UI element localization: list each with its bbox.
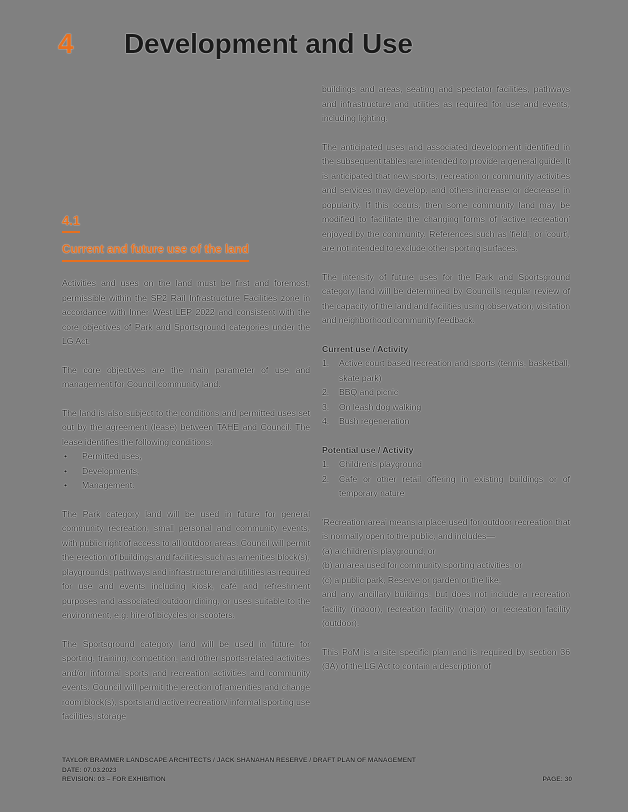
current-use-heading: Current use / Activity [322,343,409,354]
paragraph-permissible-activities: Activities and uses on the land must be first and foremost, permissible within the SP2 Rail Infrastructure Facilities zone in accordance with Inner West LEP 2022 and consistent with the core objectives of Park and Sportsground categories under the LG Act. [62,278,310,346]
list-item: (b) an area used for community sporting activities, or [322,560,523,570]
list-item: (a) a children's playground, or [322,545,436,556]
page-footer [62,756,572,785]
paragraph-sportsground-category: The Sportsground category land will be used in future for sporting, training, competition, and other sports-related activities and/or informal sports and recreation activities and community events. Council will permit the erection of amenities and change room block(s), sports and active recreation/ informal sporting use facilities, storage [62,638,310,721]
left-column [62,214,310,738]
potential-use-list [322,457,570,501]
paragraph-continuation: buildings and areas, seating and spectator facilities, pathways and infrastructure and utilities as required for use and events, including lighting. [322,84,570,123]
chapter-number: 4 [58,28,74,59]
current-use-list [322,356,570,429]
page-number: PAGE: 30 [542,776,572,783]
definition-closing: and any ancillary buildings, but does not include a recreation facility (indoor), recreation facility (major) or recreation facility (outdoor). [322,589,570,628]
potential-use-heading: Potential use / Activity [322,444,414,455]
paragraph-core-objectives: The core objectives are the main parameter of use and management for Council community land. [62,364,310,389]
conditions-list [62,449,310,493]
list-item: 4. Bush regeneration [322,416,410,426]
paragraph-anticipated-uses: The anticipated uses and associated development identified in the subsequent tables are intended to provide a general guide. It is anticipated that new sports, recreation or community activities and services may develop, and others increase or decrease in popularity. If this occurs, then some community land may be modified to facilitate the changing forms of 'active recreation' enjoyed by the community. References such as 'field', or 'court', are not intended to exclude other sporting surfaces. [322,141,570,253]
list-item: • Developments, [62,464,310,479]
section-number: 4.1 [62,214,80,233]
paragraph-lease-conditions: The land is also subject to the conditions and permitted uses set out by the agreement (lease) between TAHE and Council. The lease identifies the following conditions: [62,407,310,447]
list-item: 2. BBQ and picnic [322,387,399,397]
footer-revision: REVISION: 03 – FOR EXHIBITION [62,776,166,783]
list-item: • Permitted uses, [62,449,310,464]
paragraph-intensity: The intensity of future uses for the Park and Sportsground category land will be determined by Council's regular review of the capacity of the land and facilities using observation, visitation and neighborhood community feedback. [322,271,570,325]
definition-intro: 'Recreation area' means a place used for outdoor recreation that is normally open to the public, and includes— [322,516,570,541]
list-item: 3. On leash dog walking [322,401,422,412]
paragraph-pom: This PoM is a site specific plan and is required by section 36 (3A) of the LG Act to contain a description of [322,646,570,671]
paragraph-park-category: The Park category land will be used in future for general community recreation, small personal and community events, with public right of access to all outdoor areas. Council will permit the erection of buildings and facilities such as amenities block(s), playgrounds, pathways and infrastructure and utilities as required for use and events including kiosk, café and refreshment purposes and associated outdoor dining, or uses suitable to the environment, e.g. hire of bicycles or scooters. [62,508,310,620]
footer-date: DATE: 07.03.2023 [62,766,117,774]
list-item: 2. Cafe or other retail offering in existing buildings or of temporary nature [322,473,570,498]
section-title: Current and future use of the land [62,243,249,263]
right-column [322,82,570,688]
list-item: 1. Active court based recreation and sports (tennis, basketball, skate park) [322,358,570,383]
footer-document-title: TAYLOR BRAMMER LANDSCAPE ARCHITECTS / JACK SHANAHAN RESERVE / DRAFT PLAN OF MANAGEMENT [62,757,416,764]
list-item: 1. Children's playground [322,459,422,469]
chapter-title: Development and Use [124,28,413,59]
definition-list [322,544,570,588]
list-item: • Management. [62,478,310,493]
list-item: (c) a public park, Reserve or garden or the like, [322,574,502,585]
